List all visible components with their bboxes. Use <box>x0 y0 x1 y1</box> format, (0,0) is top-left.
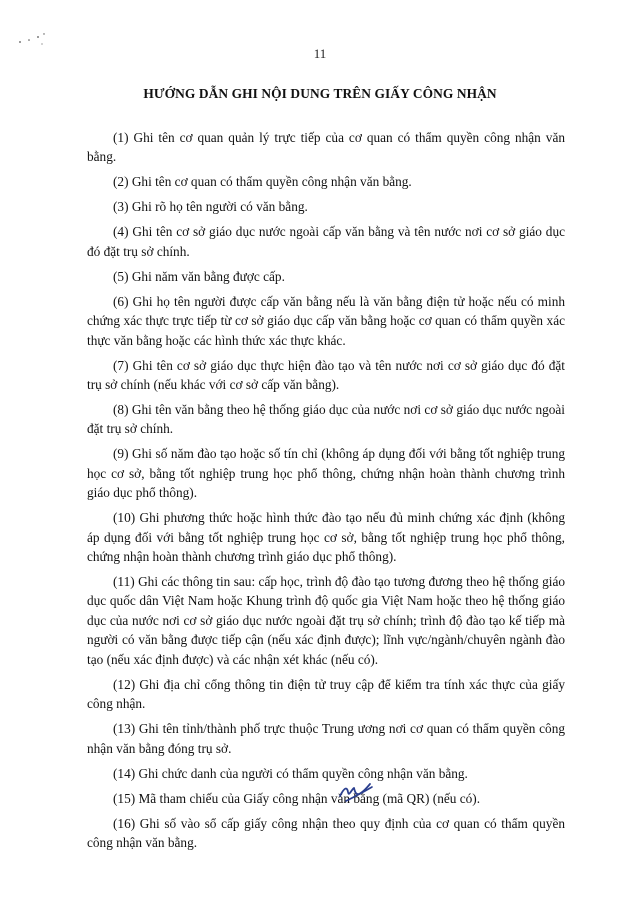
note-5: (5) Ghi năm văn bằng được cấp. <box>113 268 285 284</box>
note-12: (12) Ghi địa chỉ cổng thông tin điện tử truy cập để kiểm tra tính xác thực của giấy công nhận. <box>87 676 565 712</box>
document-title: HƯỚNG DẪN GHI NỘI DUNG TRÊN GIẤY CÔNG NHẬN <box>143 86 497 101</box>
note-6: (6) Ghi họ tên người được cấp văn bằng nếu là văn bằng điện tử hoặc nếu có minh chứng xác thực trực tiếp từ cơ sở giáo dục cấp văn bằng hoặc cơ quan có thẩm quyền xác thực văn bằng hoặc các hình thức xác thực khác. <box>87 293 565 348</box>
note-15: (15) Mã tham chiếu của Giấy công nhận văn bằng (mã QR) (nếu có). <box>113 790 481 806</box>
note-10: (10) Ghi phương thức hoặc hình thức đào tạo nếu đủ minh chứng xác định (không áp dụng đối với bằng tốt nghiệp trung học cơ sở, bằng tốt nghiệp trung học phổ thông, chứng nhận hoàn thành chương trình giáo dục phổ thông). <box>87 510 565 565</box>
note-1: (1) Ghi tên cơ quan quản lý trực tiếp của cơ quan có thẩm quyền công nhận văn bằng. <box>87 130 565 165</box>
notes-list <box>87 128 565 858</box>
note-13: (13) Ghi tên tỉnh/thành phố trực thuộc Trung ương nơi cơ quan có thẩm quyền công nhận văn bằng đóng trụ sở. <box>87 721 565 756</box>
note-9: (9) Ghi số năm đào tạo hoặc số tín chỉ (không áp dụng đối với bằng tốt nghiệp trung học cơ sở, bằng tốt nghiệp trung học phổ thông, chứng nhận hoàn thành chương trình giáo dục phổ thông). <box>87 446 565 501</box>
page-number: 11 <box>313 46 327 61</box>
note-3: (3) Ghi rõ họ tên người có văn bằng. <box>113 199 308 215</box>
note-11: (11) Ghi các thông tin sau: cấp học, trình độ đào tạo tương đương theo hệ thống giáo dục quốc dân Việt Nam hoặc Khung trình độ quốc gia Việt Nam hoặc theo hệ thống giáo dục của nước nơi cơ sở giáo dục nước ngoài đặt trụ sở chính; trình độ đào tạo kế tiếp mà người có văn bằng được tiếp cận (nếu xác định được); lĩnh vực/ngành/chuyên ngành đào tạo (nếu xác định được) và các nhận xét khác (nếu có). <box>87 574 565 667</box>
note-4: (4) Ghi tên cơ sở giáo dục nước ngoài cấp văn bằng và tên nước nơi cơ sở giáo dục đó đặt trụ sở chính. <box>87 224 565 259</box>
note-16: (16) Ghi số vào sổ cấp giấy công nhận theo quy định của cơ quan có thẩm quyền công nhận văn bằng. <box>87 815 565 850</box>
note-8: (8) Ghi tên văn bằng theo hệ thống giáo dục của nước nơi cơ sở giáo dục nước ngoài đặt trụ sở chính. <box>87 402 565 437</box>
handwritten-initials <box>336 778 376 806</box>
note-2: (2) Ghi tên cơ quan có thẩm quyền công nhận văn bằng. <box>113 174 412 190</box>
note-7: (7) Ghi tên cơ sở giáo dục thực hiện đào tạo và tên nước nơi cơ sở giáo dục đó đặt trụ sở chính (nếu khác với cơ sở cấp văn bằng). <box>87 357 565 393</box>
note-14: (14) Ghi chức danh của người có thẩm quyền công nhận văn bằng. <box>113 765 468 781</box>
